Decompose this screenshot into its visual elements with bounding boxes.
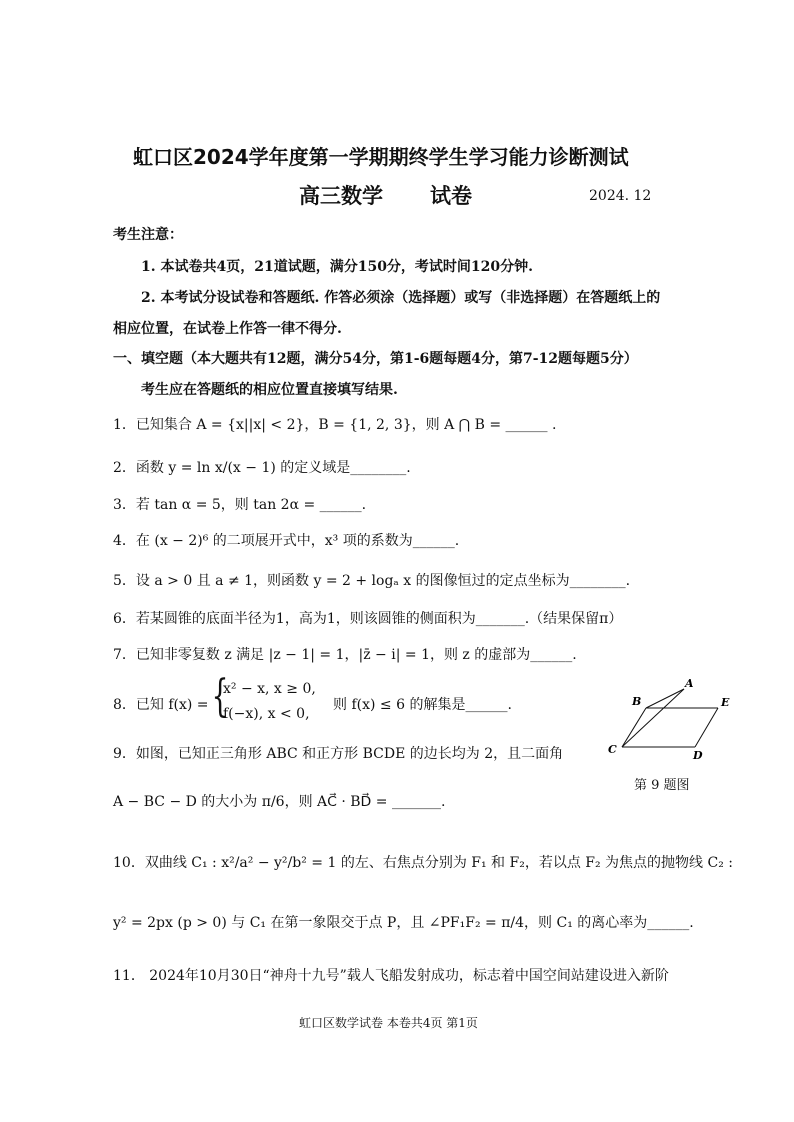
figure-label-a: A (685, 677, 694, 690)
question-8-suffix: 则 f(x) ≤ 6 的解集是______. (333, 697, 512, 713)
exam-title: 虹口区2024学年度第一学期期终学生学习能力诊断测试 (133, 145, 629, 169)
edge-a-b (646, 689, 684, 708)
question-1: 1．已知集合 A = {x||x| < 2}，B = {1, 2, 3}，则 A ⋂ B = ______ . (113, 417, 557, 433)
question-5: 5．设 a > 0 且 a ≠ 1，则函数 y = 2 + logₐ x 的图像恒过的定点坐标为________. (113, 573, 631, 589)
question-6: 6．若某圆锥的底面半径为1，高为1，则该圆锥的侧面积为_______.（结果保留π） (113, 611, 623, 627)
notice-item-1: 1. 本试卷共4页，21道试题，满分150分，考试时间120分钟. (141, 259, 534, 275)
figure-caption: 第 9 题图 (634, 778, 690, 793)
notice-item-2-line-1: 2. 本考试分设试卷和答题纸. 作答必须涂（选择题）或写（非选择题）在答题纸上的 (141, 290, 661, 306)
question-11: 11． 2024年10月30日“神舟十九号”载人飞船发射成功，标志着中国空间站建设进入新阶 (113, 968, 669, 984)
question-7: 7．已知非零复数 z 满足 |z − 1| = 1，|z̄ − i| = 1，则 z 的虚部为______. (113, 647, 577, 663)
edge-e-d (695, 708, 718, 747)
question-10-line-1: 10．双曲线 C₁ : x²/a² − y²/b² = 1 的左、右焦点分别为 F₁ 和 F₂，若以点 F₂ 为焦点的抛物线 C₂ : (113, 855, 733, 871)
exam-subject: 高三数学 (299, 184, 383, 208)
question-3: 3．若 tan α = 5，则 tan 2α = ______. (113, 497, 367, 513)
notice-item-2-line-2: 相应位置，在试卷上作答一律不得分. (113, 321, 342, 337)
question-9-line-2: A − BC − D 的大小为 π/6，则 AC⃗ · BD⃗ = _______. (113, 794, 446, 810)
section-heading: 一、填空题（本大题共有12题，满分54分，第1-6题每题4分，第7-12题每题5分） (113, 351, 638, 367)
question-8-prefix: 8．已知 f(x) = (113, 697, 209, 713)
question-9-figure (600, 675, 750, 765)
figure-label-e: E (721, 696, 730, 709)
figure-label-c: C (608, 743, 617, 756)
exam-paper-label: 试卷 (430, 184, 472, 208)
question-8-case-1: x² − x, x ≥ 0, (223, 681, 316, 697)
page-footer: 虹口区数学试卷 本卷共4页 第1页 (299, 1016, 478, 1030)
figure-label-b: B (632, 695, 642, 708)
question-8-brace: { (211, 671, 229, 722)
figure-label-d: D (693, 749, 703, 762)
question-9-line-1: 9．如图，已知正三角形 ABC 和正方形 BCDE 的边长均为 2，且二面角 (113, 746, 564, 762)
question-10-line-2: y² = 2px (p > 0) 与 C₁ 在第一象限交于点 P，且 ∠PF₁F₂ = π/4，则 C₁ 的离心率为______. (113, 915, 694, 931)
notice-heading: 考生注意： (113, 227, 183, 243)
exam-date: 2024. 12 (589, 188, 652, 204)
question-4: 4．在 (x − 2)⁶ 的二项展开式中，x³ 项的系数为______. (113, 533, 460, 549)
section-instruction: 考生应在答题纸的相应位置直接填写结果. (141, 382, 398, 398)
question-2: 2．函数 y = ln x/(x − 1) 的定义域是________. (113, 460, 411, 476)
question-8-case-2: f(−x), x < 0, (223, 706, 310, 722)
